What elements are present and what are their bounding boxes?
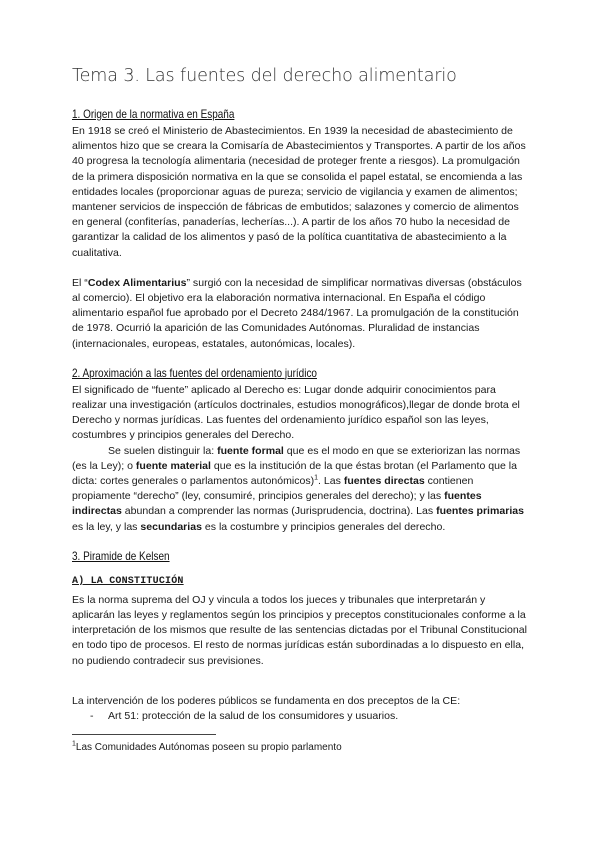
section-1-paragraph-1: En 1918 se creó el Ministerio de Abastecimientos. En 1939 la necesidad de abastecimiento de alimentos hizo que se creara la Comisaría de Abastecimientos y Transportes. A partir de los años 40 progresa la tecnología alimentaria (necesidad de proteger frente a riesgos). La promulgación de la primera disposición normativa en la que se consolida el papel estatal, se encomienda a las entidades locales (proporcionar aguas de pureza; servicio de vigilancia y examen de alimentos; mantener servicios de inspección de fábricas de embutidos; salazones y comercio de alimentos en general (confiterías, panaderías, lecherías...). A partir de los años 70 hubo la necesidad de garantizar la calidad de los alimentos y pasó de la política cuantitativa de abastecimiento a la cualitativa. xyxy=(72,125,526,259)
footnote-text: Las Comunidades Autónomas poseen su propio parlamento xyxy=(75,742,342,754)
fuentes-primarias-bold: fuentes primarias xyxy=(436,505,524,518)
secundarias-bold: secundarias xyxy=(140,520,202,533)
text-run: contienen propiamente “derecho” (ley, consumiré, principios generales del derecho); y las xyxy=(72,475,474,503)
text-run: Se suelen distinguir la: xyxy=(108,444,218,457)
document-page xyxy=(72,66,528,754)
text-run: El “ xyxy=(72,276,88,289)
text-run: . Las xyxy=(318,475,344,488)
text-run: ” surgió con la necesidad de simplificar normativas diversas (obstáculos al comercio). El objetivo era la elaboración normativa internacional. En España el código alimentario español fue aprobado por el Decreto 2484/1967. La promulgación de la constitución de 1978. Ocurrió la aparición de las Comunidades Autónomas. Pluralidad de instancias (internacionales, europeas, estatales, autonómicas, locales). xyxy=(72,276,522,350)
fuentes-directas-bold: fuentes directas xyxy=(343,475,425,488)
section-3-heading: 3. Piramide de Kelsen xyxy=(72,549,170,563)
footnote-reference[interactable]: 1 xyxy=(314,474,319,482)
fuente-material-bold: fuente material xyxy=(135,459,211,472)
fuente-formal-bold: fuente formal xyxy=(217,444,284,457)
precepts-list xyxy=(72,709,528,724)
list-item-text: Art 51: protección de la salud de los consumidores y usuarios. xyxy=(108,710,399,723)
list-dash: - xyxy=(90,710,94,723)
footnote xyxy=(72,741,528,754)
codex-bold: Codex Alimentarius xyxy=(87,276,187,289)
section-1-heading: 1. Origen de la normativa en España xyxy=(72,108,235,121)
footnote-separator xyxy=(72,734,216,735)
text-run: es la costumbre y principios generales del derecho. xyxy=(201,520,446,533)
section-2-heading: 2. Aproximación a las fuentes del ordenamiento jurídico xyxy=(72,366,317,380)
fuentes-indirectas-bold: fuentes indirectas xyxy=(72,490,482,518)
section-2-paragraph-2 xyxy=(72,444,528,535)
footnote-mark: 1 xyxy=(72,740,76,748)
section-1-paragraph-2 xyxy=(72,276,528,352)
text-run: es la ley, y las xyxy=(72,520,141,533)
section-3-paragraph-2: La intervención de los poderes públicos se fundamenta en dos preceptos de la CE: xyxy=(72,694,461,707)
subsection-constitucion-heading: A) LA CONSTITUCIÓN xyxy=(72,575,184,587)
text-run: que es el modo en que se exteriorizan las normas (es la Ley); o xyxy=(72,444,521,472)
list-item xyxy=(72,709,528,724)
text-run: que es la institución de la que éstas brotan (el Parlamento que la dicta: cortes generales o parlamentos autonómicos) xyxy=(72,459,517,488)
document-title: Tema 3. Las fuentes del derecho alimentario xyxy=(72,66,457,86)
section-2-paragraph-1: El significado de “fuente” aplicado al Derecho es: Lugar donde adquirir conocimientos para realizar una investigación (artículos doctrinales, estudios monográficos),llegar de donde brota el Derecho y normas jurídicas. Las fuentes del ordenamiento jurídico español son las leyes, costumbres y principios generales del Derecho. xyxy=(72,383,520,442)
text-run: abundan a comprender las normas (Jurisprudencia, doctrina). Las xyxy=(121,505,437,518)
section-3-paragraph-1: Es la norma suprema del OJ y vincula a todos los jueces y tribunales que interpretarán y aplicarán las leyes y reglamentos según los principios y preceptos constitucionales conforme a la interpretación de los mismos que resulte de las sentencias dictadas por el Tribunal Constitucional en todo tipo de procesos. El resto de normas jurídicas están subordinadas a lo dispuesto en ella, no pudiendo contradecir sus previsiones. xyxy=(72,593,527,667)
